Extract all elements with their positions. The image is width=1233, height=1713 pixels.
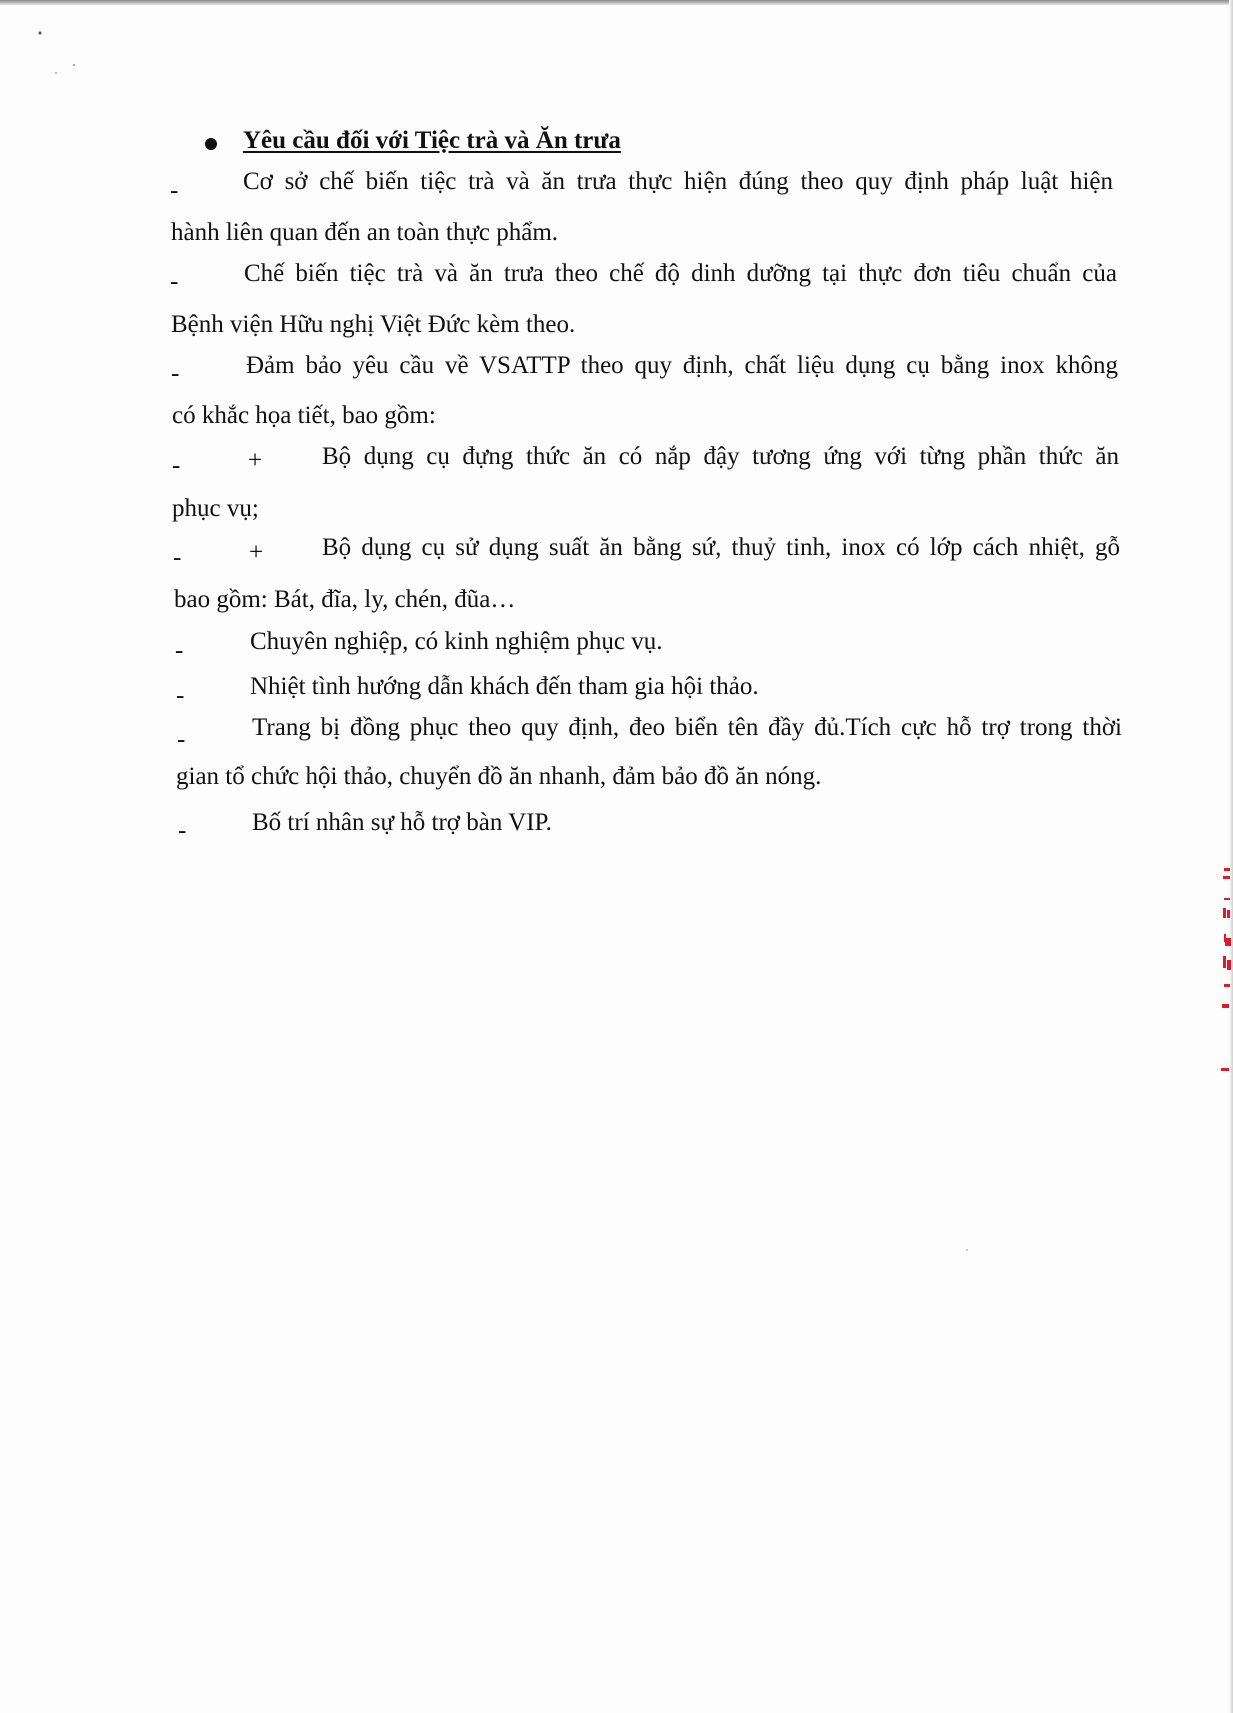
item-2-line-2: Bệnh viện Hữu nghị Việt Đức kèm theo. — [171, 311, 576, 338]
item-9-marker: - — [178, 817, 187, 844]
item-4-line-1: Bộ dụng cụ đựng thức ăn có nắp đậy tương ứng với từng phần thức ăn — [322, 443, 1119, 470]
item-4-line-2: phục vụ; — [172, 495, 259, 522]
item-7-marker: - — [176, 682, 185, 709]
red-stamp-fragment — [1218, 868, 1232, 1078]
item-3-marker: - — [171, 360, 180, 387]
item-4-sub-marker: + — [248, 447, 263, 474]
item-8-line-2: gian tổ chức hội thảo, chuyển đồ ăn nhanh, đảm bảo đồ ăn nóng. — [176, 763, 822, 790]
item-6-marker: - — [175, 637, 184, 664]
stamp-marks — [1218, 868, 1232, 1078]
item-9-line-1: Bố trí nhân sự hỗ trợ bàn VIP. — [252, 809, 552, 836]
section-heading: Yêu cầu đối với Tiệc trà và Ăn trưa — [243, 127, 621, 154]
item-5-line-1: Bộ dụng cụ sử dụng suất ăn bằng sứ, thuỷ tinh, inox có lớp cách nhiệt, gỗ — [322, 534, 1120, 561]
item-1-line-2: hành liên quan đến an toàn thực phẩm. — [171, 219, 559, 246]
item-5-marker: - — [173, 544, 182, 571]
item-3-line-1: Đảm bảo yêu cầu về VSATTP theo quy định, chất liệu dụng cụ bằng inox không — [246, 352, 1118, 379]
item-2-line-1: Chế biến tiệc trà và ăn trưa theo chế độ dinh dưỡng tại thực đơn tiêu chuẩn của — [244, 260, 1117, 287]
bullet-icon — [205, 138, 217, 150]
item-2-marker: - — [170, 268, 179, 295]
item-5-line-2: bao gồm: Bát, đĩa, ly, chén, đũa… — [174, 586, 516, 613]
item-5-sub-marker: + — [249, 539, 264, 566]
item-4-marker: - — [172, 452, 181, 479]
item-1-line-1: Cơ sở chế biến tiệc trà và ăn trưa thực hiện đúng theo quy định pháp luật hiện — [243, 168, 1113, 195]
item-8-marker: - — [177, 726, 186, 753]
item-6-line-1: Chuyên nghiệp, có kinh nghiệm phục vụ. — [250, 628, 663, 655]
item-7-line-1: Nhiệt tình hướng dẫn khách đến tham gia hội thảo. — [250, 673, 759, 700]
item-3-line-2: có khắc họa tiết, bao gồm: — [172, 402, 436, 429]
item-8-line-1: Trang bị đồng phục theo quy định, đeo biển tên đầy đủ.Tích cực hỗ trợ trong thời — [252, 714, 1122, 741]
item-1-marker: - — [170, 177, 179, 204]
